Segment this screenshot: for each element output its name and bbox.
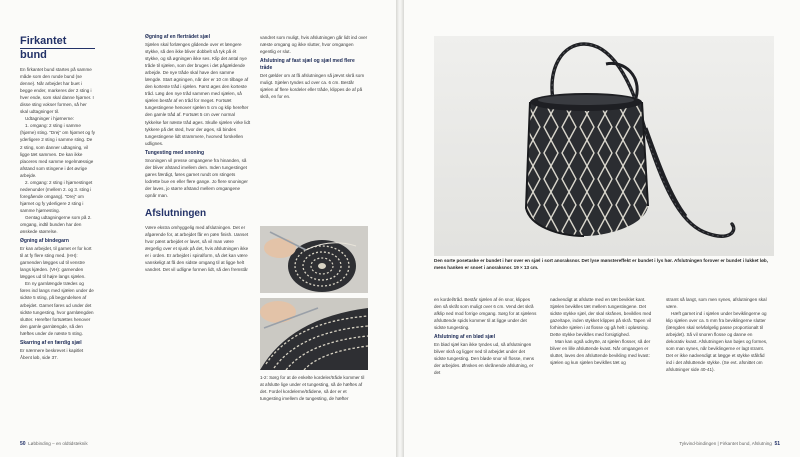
gentag-paragraph: Gentag udtagningerne som på 2. omgang, indtil bunden har den ønskede størrelse. <box>20 214 92 235</box>
afslutning-paragraph: Være ekstra omhyggelig med afslutningen. Det er afgørende for, at arbejdet får en pæn finish. Uanset hvor pænt arbejdet er lavet, så vil man være ærgerlig over et sjusk på det, hvis afslutningen ikke er i orden. Er arbejdet i spiralform, så det kan være vanskeligt at få den sidste omgang til at ligge helt vandret. Det vil udligne formen lidt, så den fremstår <box>145 224 249 273</box>
photo-bag <box>434 36 774 256</box>
heading-flertraadet: Øgning af en flertrådet sjæl <box>145 34 211 40</box>
blod-sjael-paragraph: En blød sjæl kan ikke tyndes ud, så afslutningen bliver skrå og ligger ned til arbejdet under det sidste tungesting. Den bløde snor vil flosse, mens der arbejdes. Ønskes en skrånende afslutning, er det <box>434 342 535 376</box>
left-page-number: 50 <box>20 441 26 447</box>
bag-photo-caption: Den sorte posetaske er bundet i hør over en sjæl i sort anoraksnor. Det lyse mønstereffekt er bundet i lys hør. Afslutningen forover er bundet i lukket løb, mens hanken er snoet i anoraksnor. 19 × 13 cm. <box>434 258 768 270</box>
left-column-3-caption <box>260 374 368 429</box>
left-column-3 <box>260 34 368 224</box>
flertraadet-paragraph: Sjælen skal forlænges glidende over et længere stykke, så den ikke bliver dobbelt så tyk på ét stykke, og så øgningen ikke ses. Klip det antal nye tråde til sjælen, som der bruges i det pågældende arbejde. De nye tråde skal have den samme længde. Start øgningen, når der er 10 cm tilbage af den korteste tråd i sjælen. Først øges den korteste tråd. Læg den nye tråd sammen med sjælen, så sjælen består af en tråd for meget. Fortsæt tungestingene henover sjælen 5 cm og klip herefter den gamle tråd af. Fortsæt 5 cm over normal tykkelse før næste tråd øges. Skulle sjælen virke lidt tykkere på det sted, hvor der øges, så bindes tungestingene lidt strammere, hvorved forskellen udlignes. <box>145 42 251 146</box>
step-2: 2. omgang: 2 sting i hjørnestinget nedenunder (mellem 2. og 3. sting i foregående omgang). "Drej" om hjørnet og fy yderligere 2 sting i samme hjørnesting. <box>20 179 93 213</box>
photo-1-2-caption: 1-2: Sørg for at de enkelte kordeler/tråde kommer til at afslutte lige under et tungesting, så de hæftes af det. Fordel kordelerne/trådene, så der er et tungesting imellem de tungesting, de hæfter <box>260 375 365 402</box>
title-rule <box>20 48 95 49</box>
left-page <box>0 0 396 457</box>
bindegarn-paragraph-2: En ny garnlængde trædes og føres ind langs med sjælen under de sidste 5 sting, på begyndelsen af arbejdet. Garnet føres ud under det sidste tungesting, hvor garnlængden slutter. Herefter fortsættes henover den gamle garnlængde, så den hæftes under de næste 5 sting. <box>20 281 94 336</box>
right-column-3 <box>666 296 770 428</box>
udtagninger-label: Udtagninger i hjørnerne: <box>25 116 75 122</box>
photo-stitch-closeup <box>260 298 368 370</box>
heading-blod-sjael: Afslutning af en blød sjæl <box>434 334 496 341</box>
right-col2-paragraph-2: Man kan også udnytte, at sjælen flosser, så der bliver en lille afsluttende kvast. Når omgangen er sluttet, laves den afsluttende bevikling med kvast: sjælen og kun sjælen beviklles tæt og <box>550 339 651 366</box>
right-running-head: Tykvind-bindingen | Firkantet bund, Afslutning <box>679 441 772 446</box>
right-col3-paragraph: stramt så langt, som men synes, afslutningen skal være. <box>666 297 767 310</box>
heading-snoning: Tungesting med snoning <box>145 149 205 156</box>
right-col2-paragraph: nødvendigt at afslutte med en tæt beviklet kant. Sjælen beviklles tæt mellem tungestingene. Det sidste stykke sjæl, der skal skrånes, beviklles med gaze/tape, inden stykket klippes på skrå. Tapen vil forhindre sjælen i at flosse og gå helt i opløsning. Dette stykke beviklles med forsigtighed. <box>550 297 652 338</box>
photo-coil-needle <box>260 226 368 293</box>
left-column-1 <box>20 34 95 426</box>
right-column-1 <box>434 296 538 428</box>
snoning-paragraph: Snoningen vil presse omgangene fra hinanden, så der bliver afstand imellem dem. Inden tungestinget gøres færdigt, føres garnet rundt om stingets lodrette bue en eller flere gange. Jo flere snoninger der laves, jo større afstand mellem omgangene opnår man. <box>145 157 248 198</box>
bindegarn-paragraph: Er kan arbejdet, til garnet er for kort til at fy flere sting med. (HH): garnenden lægges ud til venstre langs kjæden. (VH): garnenden lægges ud til højre langs sjælen. <box>20 246 92 280</box>
right-folio <box>679 441 780 447</box>
intro-paragraph: En firkantet bund startes på samme måde som den runde bund (se denne). Når arbejdet har buet i begge ender, markeres der 2 sting i hver ende, som skal danne hjørner. I disse sting vokser formen, så her skal udtagninger til. <box>20 67 94 115</box>
right-col3-paragraph-2: Hæft garnet ind i sjælen under beviklingerne og klip sjælen over ca. 5 mm fra beviklingerne slutter (længden skal selvfølgelig passe proportionalt til arbejdet). Så vil snoren flosse og danne en dekorativ kvast. Afslutningen kan bøjes og formes, som man synes, når beviklingerne er lagt stramt. Det er ikke nødvendigt at lægge et stykke stålråd ind i det afsluttende stykke. (Se evt. afsnittet om afslutninger side 40-41). <box>666 311 768 373</box>
step-1: 1. omgang: 2 sting i samme (hjørne) sting. "Drej" om hjørnet og fy yderligere 2 sting i samme sting. De 2 sting, som danner udtagning, vil ligge tæt sammen. De kan ikke placeres med samme regelmæssige afstand som stingene i det øvrige arbejde. <box>20 123 95 178</box>
continued-paragraph: vandret som muligt, hvis afslutningen går lidt ind over næste omgang og ikke slutter, hvor omgangen egentlig er slut. <box>260 35 368 55</box>
left-folio <box>20 441 88 447</box>
heading-skarring: Skarring af en færdig sjæl <box>20 339 82 346</box>
fast-sjael-paragraph: Det gælder om at få afslutningen så jævnt skrå som muligt. Sjælen tyndes ud over ca. 6 cm. Består sjælen af flere kordeler eller tråde, klippes de af på skrå, en for en. <box>260 73 365 100</box>
right-column-2 <box>550 296 654 428</box>
right-page-number: 51 <box>774 441 780 447</box>
gutter <box>396 0 404 457</box>
heading-fast-sjael: Afslutning af fast sjæl og sjæl med flere tråde <box>260 58 355 72</box>
heading-afslutning: Afslutningen <box>145 207 207 219</box>
right-intro-paragraph: en kordel/tråd. Består sjælen af én snor, klippes den så skråt som muligt over 6 cm. Vend det skrå afklip ned mod forrige omgang. Sørg for at sjælens afsluttende spids kommer til at ligge under det sidste tungesting. <box>434 297 537 331</box>
right-page <box>404 0 800 457</box>
left-running-head: Løbbinding – en oldtidsteknik <box>28 441 88 446</box>
page-title: Firkantet bund <box>20 35 67 61</box>
skarring-paragraph: Er nærmere beskrevet i kapitlet Åbent løb, side 37. <box>20 347 84 360</box>
heading-bindegarn: Øgning af bindegarn <box>20 238 69 245</box>
left-column-2 <box>145 34 251 426</box>
